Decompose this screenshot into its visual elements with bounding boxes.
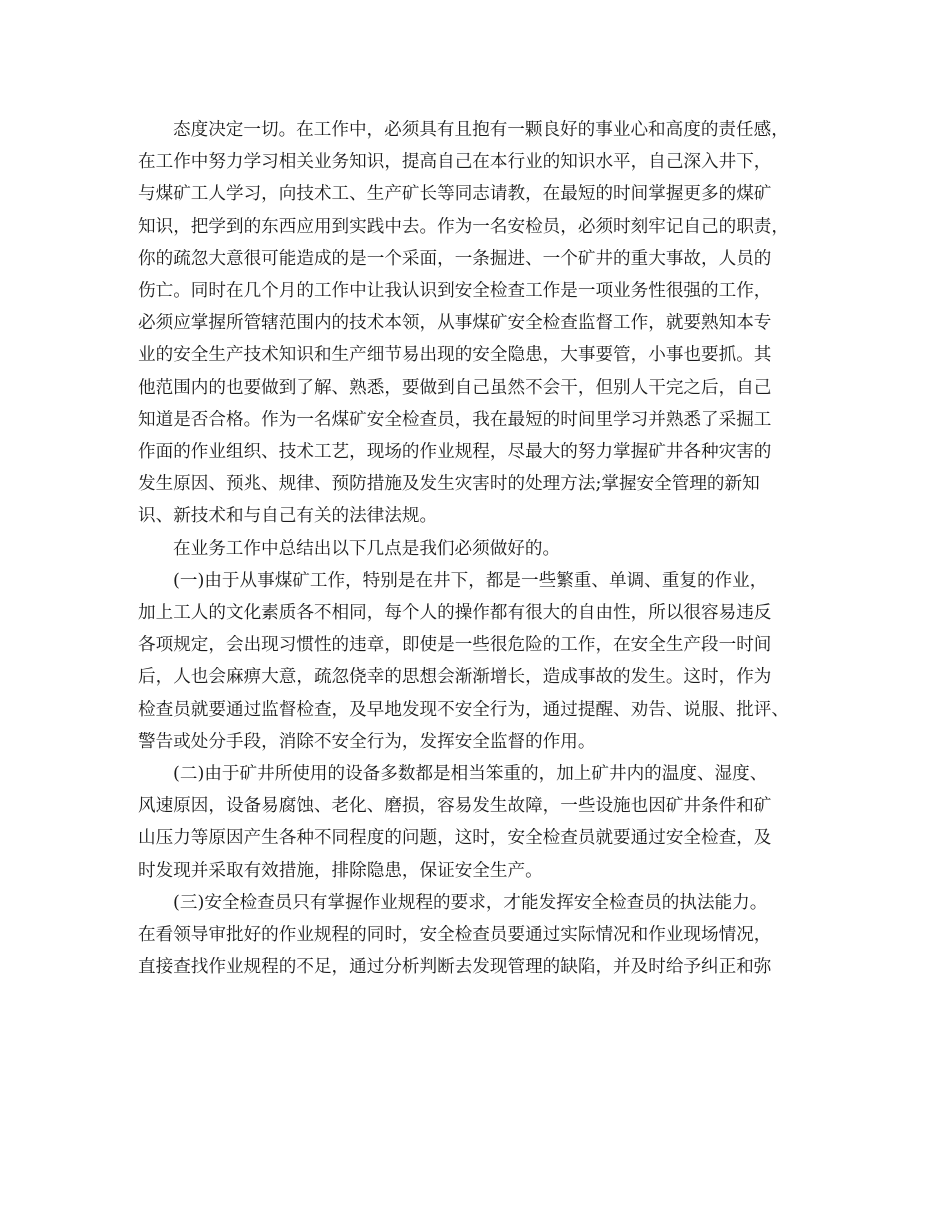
text-line: 警告或处分手段，消除不安全行为，发挥安全监督的作用。: [138, 731, 596, 752]
text-line: 后，人也会麻痹大意，疏忽侥幸的思想会渐渐增长，造成事故的发生。这时，作为: [138, 667, 772, 688]
text-line: 知识，把学到的东西应用到实践中去。作为一名安检员，必须时刻牢记自己的职责，: [138, 216, 789, 237]
text-line: (二)由于矿井所使用的设备多数都是相当笨重的，加上矿井内的温度、湿度、: [173, 764, 768, 785]
text-line: 知道是否合格。作为一名煤矿安全检查员，我在最短的时间里学习并熟悉了采掘工: [138, 409, 772, 430]
text-line: (一)由于从事煤矿工作，特别是在井下，都是一些繁重、单调、重复的作业，: [173, 570, 768, 591]
text-line: 在工作中努力学习相关业务知识，提高自己在本行业的知识水平，自己深入井下，: [138, 152, 772, 173]
document-body: [138, 114, 818, 983]
text-line: 加上工人的文化素质各不相同，每个人的操作都有很大的自由性，所以很容易违反: [138, 603, 772, 624]
text-line: 在看领导审批好的作业规程的同时，安全检查员要通过实际情况和作业现场情况，: [138, 925, 772, 946]
text-line: 直接查找作业规程的不足，通过分析判断去发现管理的缺陷，并及时给予纠正和弥: [138, 957, 772, 978]
text-line: 你的疏忽大意很可能造成的是一个采面，一条掘进、一个矿井的重大事故，人员的: [138, 248, 772, 269]
text-line: 各项规定，会出现习惯性的违章，即使是一些很危险的工作，在安全生产段一时间: [138, 635, 772, 656]
text-line: 伤亡。同时在几个月的工作中让我认识到安全检查工作是一项业务性很强的工作，: [138, 281, 772, 302]
paragraph-point-two: [138, 758, 818, 887]
text-line: 识、新技术和与自己有关的法律法规。: [138, 506, 438, 527]
text-line: 检查员就要通过监督检查，及早地发现不安全行为，通过提醒、劝告、说服、批评、: [138, 699, 789, 720]
text-line: 态度决定一切。在工作中，必须具有且抱有一颗良好的事业心和高度的责任感，: [173, 120, 789, 140]
paragraph-summary-intro: [138, 533, 818, 565]
text-line: 时发现并采取有效措施，排除隐患，保证安全生产。: [138, 860, 543, 881]
text-line: 与煤矿工人学习，向技术工、生产矿长等同志请教，在最短的时间掌握更多的煤矿: [138, 184, 772, 205]
text-line: 必须应掌握所管辖范围内的技术本领，从事煤矿安全检查监督工作，就要熟知本专: [138, 313, 772, 334]
paragraph-point-one: [138, 565, 818, 758]
text-line: 风速原因，设备易腐蚀、老化、磨损，容易发生故障，一些设施也因矿井条件和矿: [138, 796, 772, 817]
paragraph-attitude: [138, 114, 818, 533]
paragraph-point-three: [138, 887, 818, 984]
text-line: 他范围内的也要做到了解、熟悉，要做到自己虽然不会干，但别人干完之后，自己: [138, 377, 772, 398]
text-line: 在业务工作中总结出以下几点是我们必须做好的。: [173, 538, 561, 559]
text-line: 业的安全生产技术知识和生产细节易出现的安全隐患，大事要管，小事也要抓。其: [138, 345, 772, 366]
text-line: 山压力等原因产生各种不同程度的问题，这时，安全检查员就要通过安全检查，及: [138, 828, 772, 849]
text-line: 发生原因、预兆、规律、预防措施及发生灾害时的处理方法;掌握安全管理的新知: [138, 474, 760, 495]
text-line: 作面的作业组织、技术工艺，现场的作业规程，尽最大的努力掌握矿井各种灾害的: [138, 442, 772, 463]
text-line: (三)安全检查员只有掌握作业规程的要求，才能发挥安全检查员的执法能力。: [173, 892, 768, 913]
